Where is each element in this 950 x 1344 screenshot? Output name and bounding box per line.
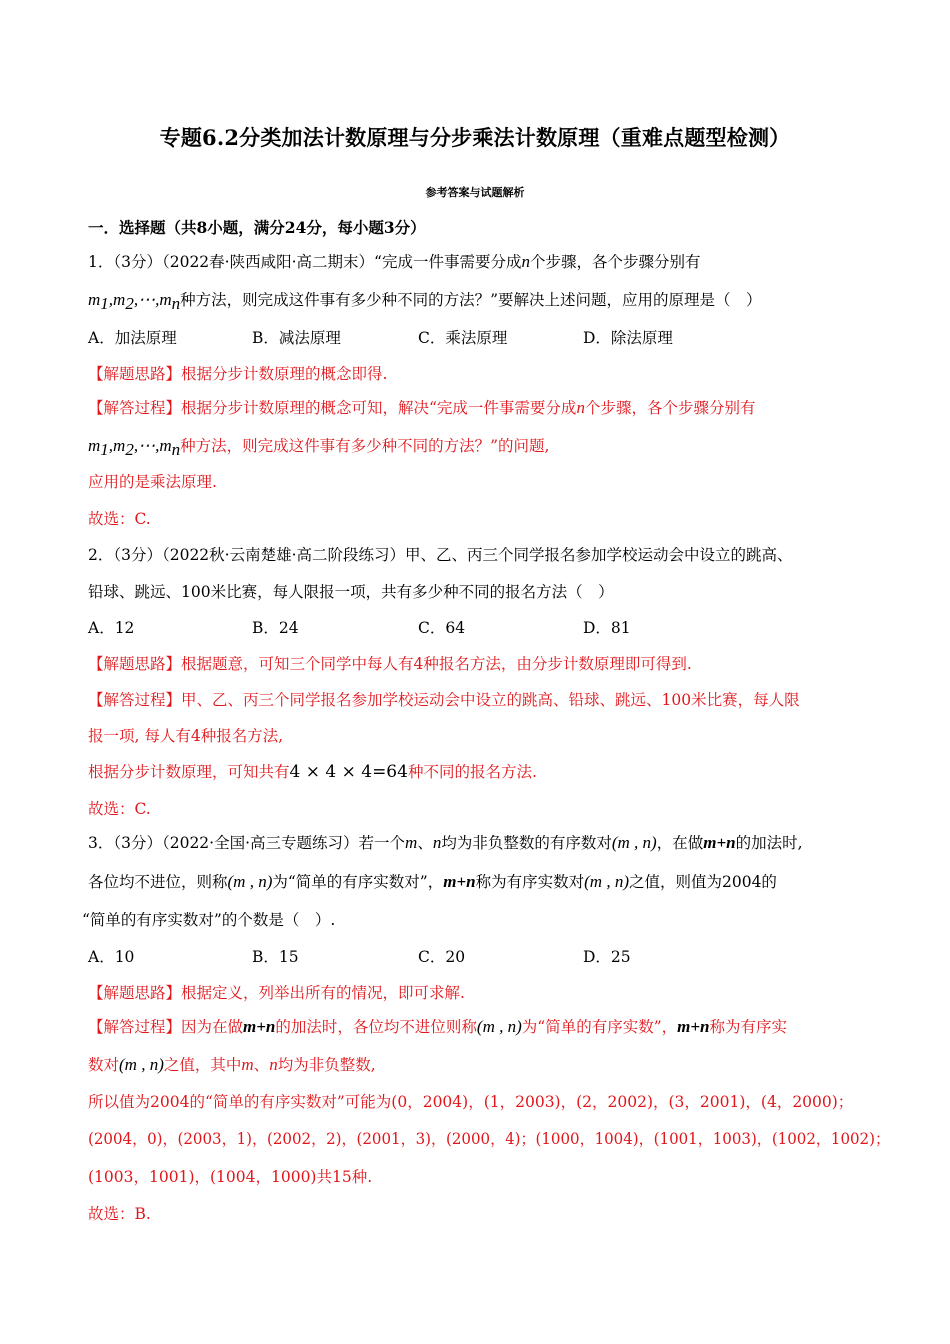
q3-stem-line2: 各位均不进位，则称(m , n)为“简单的有序实数对”，m+n称为有序实数对(m , n)之值，则值为2004的	[88, 872, 777, 891]
q3-option-d: D．25	[583, 948, 631, 966]
q1-process-line1: 【解答过程】根据分步计数原理的概念可知，解决“完成一件事需要分成n个步骤，各个步骤分别有	[88, 398, 756, 417]
q1-idea: 【解题思路】根据分步计数原理的概念即得.	[88, 365, 388, 383]
q2-process-line2: 报一项, 每人有4种报名方法,	[88, 727, 284, 745]
q2-idea: 【解题思路】根据题意，可知三个同学中每人有4种报名方法，由分步计数原理即可得到.	[88, 655, 692, 673]
var-n: n	[521, 252, 530, 271]
q3-option-c: C．20	[418, 948, 466, 966]
q1-process-line2: $m_1,m_2,\cdots,m_n$种方法，则完成这件事有多少种不同的方法？”的问题,	[88, 436, 550, 460]
q2-option-a: A．12	[88, 619, 135, 637]
q2-process-line1: 【解答过程】甲、乙、丙三个同学报名参加学校运动会中设立的跳高、铅球、跳远、100米比赛，每人限	[88, 691, 800, 709]
q1-option-a: A．加法原理	[88, 329, 177, 347]
section-heading: 一．选择题（共8小题，满分24分，每小题3分）	[88, 218, 426, 237]
q1-stem-line2: $m_1,m_2,\cdots,m_n$种方法，则完成这件事有多少种不同的方法？”要解决上述问题，应用的原理是（ ）	[88, 290, 762, 314]
q2-option-c: C．64	[418, 619, 466, 637]
page-title: 专题6.2分类加法计数原理与分步乘法计数原理（重难点题型检测）	[159, 125, 791, 150]
q3-option-b: B．15	[252, 948, 299, 966]
q2-stem-line2: 铅球、跳远、100米比赛，每人限报一项，共有多少种不同的报名方法（ ）	[88, 583, 614, 601]
q2-answer: 故选：C.	[88, 800, 151, 818]
q3-stem-line1: 3．（3分）（2022·全国·高三专题练习）若一个m、n均为非负整数的有序数对(m , n)，在做m+n的加法时,	[88, 833, 803, 852]
q2-process-line3: 根据分步计数原理，可知共有4 × 4 × 4=64种不同的报名方法.	[88, 762, 537, 782]
q1-option-d: D．除法原理	[583, 329, 673, 347]
page-subtitle: 参考答案与试题解析	[425, 186, 525, 199]
q3-process-line5: (1003，1001)，(1004，1000)共15种.	[88, 1168, 373, 1186]
q3-process-line3: 所以值为2004的“简单的有序实数对”可能为(0，2004)，(1，2003)，(2，2002)，(3，2001)，(4，2000)；	[88, 1093, 854, 1111]
q3-idea: 【解题思路】根据定义，列举出所有的情况，即可求解.	[88, 984, 465, 1002]
q2-formula: 4 × 4 × 4=64	[289, 762, 408, 782]
q3-option-a: A．10	[88, 948, 135, 966]
q2-option-b: B．24	[252, 619, 299, 637]
q1-stem-line1: 1．（3分）（2022春·陕西咸阳·高二期末）“完成一件事需要分成n个步骤，各个步骤分别有	[88, 252, 701, 271]
q1-answer: 故选：C.	[88, 510, 151, 528]
q1-option-c: C．乘法原理	[418, 329, 508, 347]
q3-process-line4: (2004，0)，(2003，1)，(2002，2)，(2001，3)，(2000，4)；(1000，1004)，(1001，1003)，(1002，1002)；	[88, 1130, 890, 1148]
q3-stem-line3: “简单的有序实数对”的个数是（ ）.	[82, 911, 336, 929]
q2-stem-line1: 2．（3分）（2022秋·云南楚雄·高二阶段练习）甲、乙、丙三个同学报名参加学校运动会中设立的跳高、	[88, 546, 793, 564]
q1-process-line3: 应用的是乘法原理.	[88, 473, 217, 491]
q3-process-line1: 【解答过程】因为在做m+n的加法时，各位均不进位则称(m , n)为“简单的有序实数”，m+n称为有序实	[88, 1017, 788, 1036]
q3-process-line2: 数对(m , n)之值，其中m、n均为非负整数,	[88, 1055, 376, 1074]
q3-answer: 故选：B.	[88, 1205, 151, 1223]
q2-option-d: D．81	[583, 619, 631, 637]
q1-option-b: B．减法原理	[252, 329, 341, 347]
